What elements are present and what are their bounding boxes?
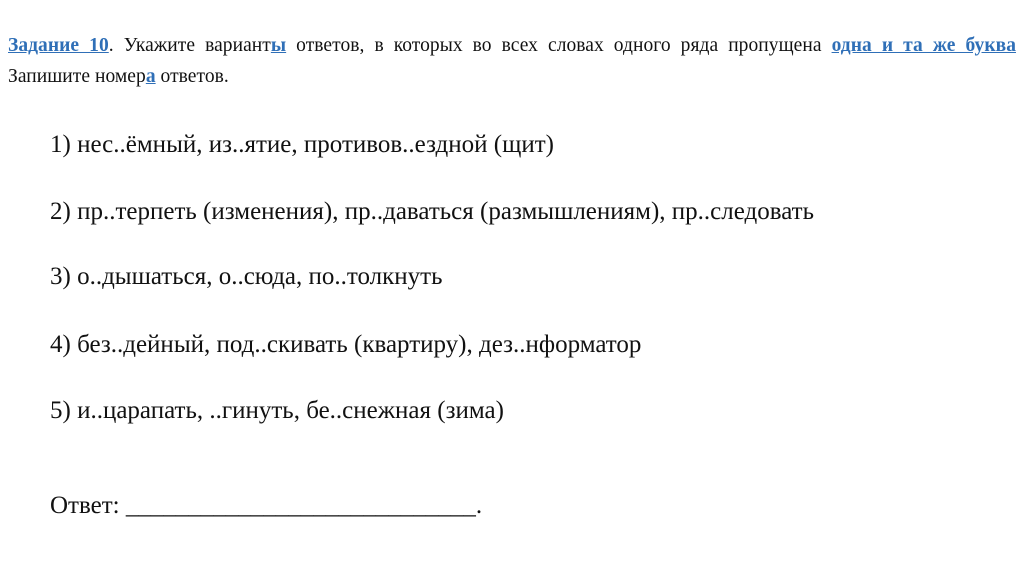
task-accent-phrase[interactable]: одна и та же буква [831, 35, 1016, 56]
answer-option-1: 1) нес..ёмный, из..ятие, противов..ездной (щит) [50, 131, 554, 158]
task-text-1: . Укажите вариант [108, 35, 271, 56]
answer-line: Ответ: ____________________________. [50, 492, 483, 519]
task-text-3: Запишите номер [8, 66, 146, 87]
task-accent-letter-1[interactable]: ы [270, 35, 287, 56]
task-accent-letter-2[interactable]: а [145, 66, 156, 87]
task-text-2: ответов, в которых во всех словах одного ряда пропущена [286, 35, 832, 56]
answer-option-4: 4) без..дейный, под..скивать (квартиру), дез..нформатор [50, 331, 642, 358]
task-text-4: ответов. [155, 66, 229, 87]
answer-option-2: 2) пр..терпеть (изменения), пр..даваться (размышлениям), пр..следовать [50, 198, 814, 225]
task-number-link[interactable]: Задание 10 [8, 35, 109, 56]
answer-option-3: 3) о..дышаться, о..сюда, по..толкнуть [50, 263, 443, 290]
task-statement [8, 30, 1016, 92]
answer-option-5: 5) и..царапать, ..гинуть, бе..снежная (зима) [50, 397, 504, 424]
